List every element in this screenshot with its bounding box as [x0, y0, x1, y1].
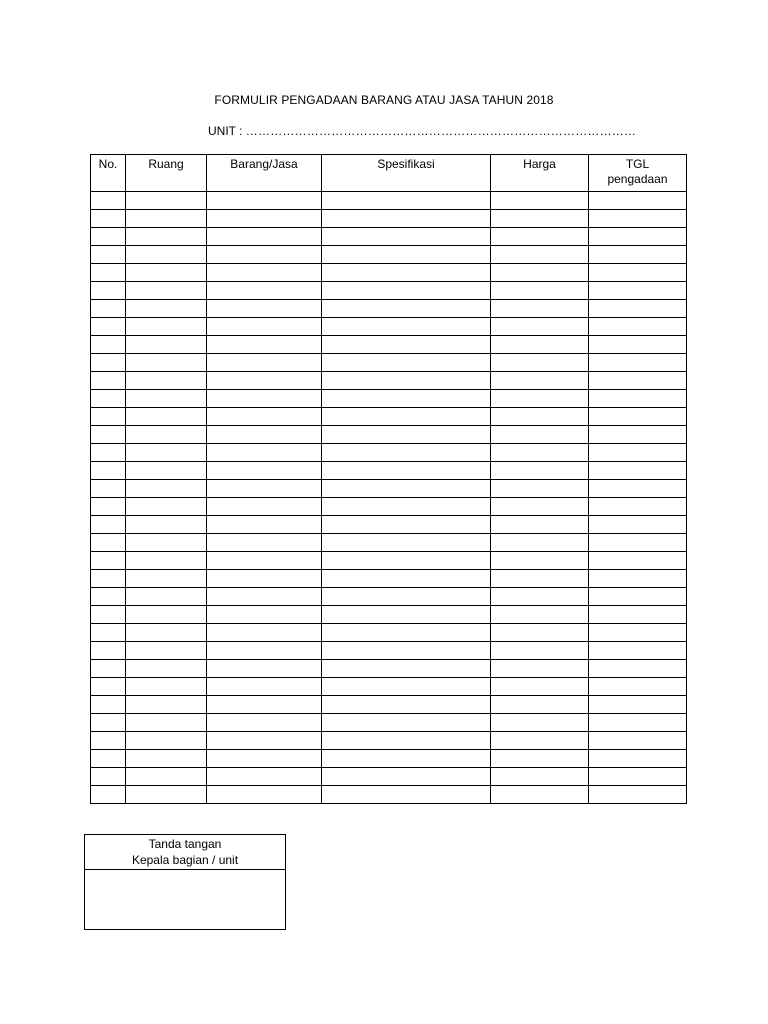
- cell-ruang[interactable]: [126, 678, 207, 696]
- col-header-ruang: Ruang: [126, 155, 207, 192]
- cell-tgl-pengadaan[interactable]: [589, 552, 687, 570]
- cell-spesifikasi[interactable]: [322, 642, 491, 660]
- cell-harga[interactable]: [491, 624, 589, 642]
- cell-harga[interactable]: [491, 552, 589, 570]
- cell-harga[interactable]: [491, 228, 589, 246]
- cell-harga[interactable]: [491, 264, 589, 282]
- cell-barang-jasa[interactable]: [207, 228, 322, 246]
- table-row: [91, 336, 687, 354]
- cell-harga[interactable]: [491, 678, 589, 696]
- cell-ruang[interactable]: [126, 588, 207, 606]
- cell-ruang[interactable]: [126, 300, 207, 318]
- cell-tgl-pengadaan[interactable]: [589, 426, 687, 444]
- cell-tgl-pengadaan[interactable]: [589, 750, 687, 768]
- cell-ruang[interactable]: [126, 732, 207, 750]
- cell-tgl-pengadaan[interactable]: [589, 300, 687, 318]
- table-header-row: [91, 155, 687, 192]
- cell-no[interactable]: [91, 462, 126, 480]
- cell-spesifikasi[interactable]: [322, 336, 491, 354]
- cell-no[interactable]: [91, 624, 126, 642]
- cell-spesifikasi[interactable]: [322, 372, 491, 390]
- cell-barang-jasa[interactable]: [207, 480, 322, 498]
- table-row: [91, 300, 687, 318]
- cell-spesifikasi[interactable]: [322, 696, 491, 714]
- cell-ruang[interactable]: [126, 462, 207, 480]
- cell-spesifikasi[interactable]: [322, 516, 491, 534]
- cell-harga[interactable]: [491, 300, 589, 318]
- cell-ruang[interactable]: [126, 372, 207, 390]
- cell-harga[interactable]: [491, 732, 589, 750]
- cell-barang-jasa[interactable]: [207, 696, 322, 714]
- cell-barang-jasa[interactable]: [207, 606, 322, 624]
- table-row: [91, 732, 687, 750]
- cell-barang-jasa[interactable]: [207, 372, 322, 390]
- cell-barang-jasa[interactable]: [207, 588, 322, 606]
- cell-no[interactable]: [91, 408, 126, 426]
- cell-barang-jasa[interactable]: [207, 678, 322, 696]
- col-header-tgl-pengadaan: [589, 155, 687, 192]
- cell-no[interactable]: [91, 264, 126, 282]
- cell-tgl-pengadaan[interactable]: [589, 372, 687, 390]
- cell-ruang[interactable]: [126, 408, 207, 426]
- cell-barang-jasa[interactable]: [207, 210, 322, 228]
- cell-tgl-pengadaan[interactable]: [589, 570, 687, 588]
- cell-spesifikasi[interactable]: [322, 246, 491, 264]
- cell-harga[interactable]: [491, 714, 589, 732]
- cell-ruang[interactable]: [126, 426, 207, 444]
- cell-harga[interactable]: [491, 408, 589, 426]
- cell-spesifikasi[interactable]: [322, 354, 491, 372]
- cell-no[interactable]: [91, 786, 126, 804]
- cell-spesifikasi[interactable]: [322, 606, 491, 624]
- cell-ruang[interactable]: [126, 336, 207, 354]
- cell-harga[interactable]: [491, 282, 589, 300]
- cell-barang-jasa[interactable]: [207, 570, 322, 588]
- cell-no[interactable]: [91, 372, 126, 390]
- cell-spesifikasi[interactable]: [322, 462, 491, 480]
- cell-tgl-pengadaan[interactable]: [589, 606, 687, 624]
- cell-no[interactable]: [91, 516, 126, 534]
- cell-no[interactable]: [91, 354, 126, 372]
- cell-tgl-pengadaan[interactable]: [589, 354, 687, 372]
- cell-barang-jasa[interactable]: [207, 264, 322, 282]
- cell-barang-jasa[interactable]: [207, 408, 322, 426]
- cell-tgl-pengadaan[interactable]: [589, 264, 687, 282]
- table-row: [91, 246, 687, 264]
- cell-spesifikasi[interactable]: [322, 264, 491, 282]
- cell-no[interactable]: [91, 552, 126, 570]
- cell-ruang[interactable]: [126, 570, 207, 588]
- cell-tgl-pengadaan[interactable]: [589, 246, 687, 264]
- cell-barang-jasa[interactable]: [207, 714, 322, 732]
- cell-ruang[interactable]: [126, 768, 207, 786]
- cell-tgl-pengadaan[interactable]: [589, 588, 687, 606]
- cell-spesifikasi[interactable]: [322, 480, 491, 498]
- cell-no[interactable]: [91, 426, 126, 444]
- cell-barang-jasa[interactable]: [207, 246, 322, 264]
- cell-no[interactable]: [91, 390, 126, 408]
- cell-harga[interactable]: [491, 768, 589, 786]
- cell-tgl-pengadaan[interactable]: [589, 228, 687, 246]
- table-row: [91, 372, 687, 390]
- cell-harga[interactable]: [491, 570, 589, 588]
- cell-barang-jasa[interactable]: [207, 300, 322, 318]
- table-row: [91, 192, 687, 210]
- col-header-tgl-line2: pengadaan: [607, 172, 668, 186]
- cell-tgl-pengadaan[interactable]: [589, 768, 687, 786]
- signature-line1: Tanda tangan: [148, 837, 222, 851]
- table-row: [91, 588, 687, 606]
- cell-barang-jasa[interactable]: [207, 336, 322, 354]
- cell-tgl-pengadaan[interactable]: [589, 318, 687, 336]
- cell-ruang[interactable]: [126, 660, 207, 678]
- signature-line2: Kepala bagian / unit: [131, 853, 239, 867]
- cell-tgl-pengadaan[interactable]: [589, 696, 687, 714]
- cell-no[interactable]: [91, 678, 126, 696]
- table-row: [91, 462, 687, 480]
- unit-label: UNIT :: [208, 124, 243, 138]
- cell-tgl-pengadaan[interactable]: [589, 498, 687, 516]
- cell-tgl-pengadaan[interactable]: [589, 462, 687, 480]
- cell-spesifikasi[interactable]: [322, 768, 491, 786]
- cell-spesifikasi[interactable]: [322, 660, 491, 678]
- cell-ruang[interactable]: [126, 786, 207, 804]
- cell-barang-jasa[interactable]: [207, 516, 322, 534]
- cell-spesifikasi[interactable]: [322, 318, 491, 336]
- cell-harga[interactable]: [491, 318, 589, 336]
- cell-harga[interactable]: [491, 390, 589, 408]
- table-row: [91, 228, 687, 246]
- cell-harga[interactable]: [491, 498, 589, 516]
- cell-tgl-pengadaan[interactable]: [589, 678, 687, 696]
- cell-barang-jasa[interactable]: [207, 354, 322, 372]
- cell-harga[interactable]: [491, 642, 589, 660]
- cell-spesifikasi[interactable]: [322, 282, 491, 300]
- table-row: [91, 660, 687, 678]
- cell-no[interactable]: [91, 534, 126, 552]
- table-row: [91, 786, 687, 804]
- cell-ruang[interactable]: [126, 750, 207, 768]
- cell-spesifikasi[interactable]: [322, 498, 491, 516]
- cell-harga[interactable]: [491, 606, 589, 624]
- table-row: [91, 390, 687, 408]
- cell-harga[interactable]: [491, 786, 589, 804]
- cell-harga[interactable]: [491, 210, 589, 228]
- cell-barang-jasa[interactable]: [207, 786, 322, 804]
- cell-barang-jasa[interactable]: [207, 498, 322, 516]
- cell-harga[interactable]: [491, 354, 589, 372]
- cell-spesifikasi[interactable]: [322, 570, 491, 588]
- cell-harga[interactable]: [491, 336, 589, 354]
- cell-no[interactable]: [91, 714, 126, 732]
- cell-no[interactable]: [91, 336, 126, 354]
- cell-ruang[interactable]: [126, 246, 207, 264]
- table-body: [91, 192, 687, 804]
- cell-tgl-pengadaan[interactable]: [589, 480, 687, 498]
- cell-barang-jasa[interactable]: [207, 426, 322, 444]
- cell-no[interactable]: [91, 660, 126, 678]
- cell-tgl-pengadaan[interactable]: [589, 660, 687, 678]
- cell-spesifikasi[interactable]: [322, 192, 491, 210]
- cell-no[interactable]: [91, 732, 126, 750]
- cell-tgl-pengadaan[interactable]: [589, 210, 687, 228]
- col-header-barang-jasa: Barang/Jasa: [207, 155, 322, 192]
- cell-harga[interactable]: [491, 246, 589, 264]
- cell-no[interactable]: [91, 300, 126, 318]
- cell-spesifikasi[interactable]: [322, 390, 491, 408]
- cell-ruang[interactable]: [126, 624, 207, 642]
- cell-no[interactable]: [91, 498, 126, 516]
- table-row: [91, 480, 687, 498]
- cell-barang-jasa[interactable]: [207, 660, 322, 678]
- cell-tgl-pengadaan[interactable]: [589, 516, 687, 534]
- cell-tgl-pengadaan[interactable]: [589, 336, 687, 354]
- cell-harga[interactable]: [491, 480, 589, 498]
- table-row: [91, 534, 687, 552]
- cell-ruang[interactable]: [126, 318, 207, 336]
- cell-tgl-pengadaan[interactable]: [589, 192, 687, 210]
- cell-no[interactable]: [91, 192, 126, 210]
- cell-no[interactable]: [91, 444, 126, 462]
- cell-no[interactable]: [91, 570, 126, 588]
- table-row: [91, 516, 687, 534]
- cell-harga[interactable]: [491, 696, 589, 714]
- cell-spesifikasi[interactable]: [322, 534, 491, 552]
- cell-barang-jasa[interactable]: [207, 534, 322, 552]
- table-row: [91, 408, 687, 426]
- cell-ruang[interactable]: [126, 642, 207, 660]
- table-row: [91, 624, 687, 642]
- table-row: [91, 642, 687, 660]
- table-row: [91, 498, 687, 516]
- table-row: [91, 678, 687, 696]
- cell-spesifikasi[interactable]: [322, 732, 491, 750]
- cell-ruang[interactable]: [126, 606, 207, 624]
- cell-barang-jasa[interactable]: [207, 768, 322, 786]
- cell-spesifikasi[interactable]: [322, 228, 491, 246]
- cell-barang-jasa[interactable]: [207, 318, 322, 336]
- procurement-table: [90, 154, 687, 804]
- cell-barang-jasa[interactable]: [207, 732, 322, 750]
- cell-barang-jasa[interactable]: [207, 552, 322, 570]
- cell-barang-jasa[interactable]: [207, 624, 322, 642]
- cell-spesifikasi[interactable]: [322, 210, 491, 228]
- cell-ruang[interactable]: [126, 714, 207, 732]
- cell-tgl-pengadaan[interactable]: [589, 282, 687, 300]
- table-row: [91, 318, 687, 336]
- cell-harga[interactable]: [491, 534, 589, 552]
- cell-no[interactable]: [91, 318, 126, 336]
- cell-tgl-pengadaan[interactable]: [589, 732, 687, 750]
- cell-no[interactable]: [91, 606, 126, 624]
- cell-tgl-pengadaan[interactable]: [589, 408, 687, 426]
- cell-no[interactable]: [91, 696, 126, 714]
- cell-no[interactable]: [91, 282, 126, 300]
- cell-tgl-pengadaan[interactable]: [589, 390, 687, 408]
- table-row: [91, 552, 687, 570]
- cell-no[interactable]: [91, 642, 126, 660]
- cell-harga[interactable]: [491, 588, 589, 606]
- cell-ruang[interactable]: [126, 498, 207, 516]
- table-row: [91, 264, 687, 282]
- cell-ruang[interactable]: [126, 192, 207, 210]
- cell-spesifikasi[interactable]: [322, 678, 491, 696]
- cell-tgl-pengadaan[interactable]: [589, 624, 687, 642]
- cell-harga[interactable]: [491, 462, 589, 480]
- unit-line: [208, 124, 636, 138]
- cell-ruang[interactable]: [126, 534, 207, 552]
- col-header-spesifikasi: Spesifikasi: [322, 155, 491, 192]
- table-row: [91, 210, 687, 228]
- cell-harga[interactable]: [491, 660, 589, 678]
- cell-barang-jasa[interactable]: [207, 750, 322, 768]
- cell-ruang[interactable]: [126, 264, 207, 282]
- cell-tgl-pengadaan[interactable]: [589, 444, 687, 462]
- cell-barang-jasa[interactable]: [207, 462, 322, 480]
- table-row: [91, 714, 687, 732]
- cell-barang-jasa[interactable]: [207, 642, 322, 660]
- cell-spesifikasi[interactable]: [322, 552, 491, 570]
- cell-ruang[interactable]: [126, 282, 207, 300]
- cell-no[interactable]: [91, 210, 126, 228]
- cell-no[interactable]: [91, 588, 126, 606]
- cell-tgl-pengadaan[interactable]: [589, 786, 687, 804]
- cell-ruang[interactable]: [126, 354, 207, 372]
- form-title: FORMULIR PENGADAAN BARANG ATAU JASA TAHUN 2018: [214, 93, 554, 107]
- cell-spesifikasi[interactable]: [322, 714, 491, 732]
- cell-spesifikasi[interactable]: [322, 300, 491, 318]
- cell-harga[interactable]: [491, 444, 589, 462]
- table-row: [91, 570, 687, 588]
- table-row: [91, 354, 687, 372]
- signature-header: [85, 835, 285, 870]
- cell-ruang[interactable]: [126, 696, 207, 714]
- cell-ruang[interactable]: [126, 390, 207, 408]
- cell-harga[interactable]: [491, 750, 589, 768]
- cell-no[interactable]: [91, 228, 126, 246]
- cell-spesifikasi[interactable]: [322, 444, 491, 462]
- cell-harga[interactable]: [491, 426, 589, 444]
- cell-spesifikasi[interactable]: [322, 786, 491, 804]
- table-row: [91, 282, 687, 300]
- table-row: [91, 606, 687, 624]
- col-header-no: No.: [91, 155, 126, 192]
- cell-tgl-pengadaan[interactable]: [589, 534, 687, 552]
- cell-harga[interactable]: [491, 372, 589, 390]
- cell-barang-jasa[interactable]: [207, 192, 322, 210]
- cell-spesifikasi[interactable]: [322, 624, 491, 642]
- cell-ruang[interactable]: [126, 480, 207, 498]
- cell-spesifikasi[interactable]: [322, 408, 491, 426]
- cell-no[interactable]: [91, 750, 126, 768]
- cell-barang-jasa[interactable]: [207, 282, 322, 300]
- cell-spesifikasi[interactable]: [322, 750, 491, 768]
- cell-ruang[interactable]: [126, 444, 207, 462]
- cell-ruang[interactable]: [126, 228, 207, 246]
- cell-barang-jasa[interactable]: [207, 444, 322, 462]
- col-header-tgl-line1: TGL: [625, 157, 650, 171]
- table-row: [91, 426, 687, 444]
- cell-tgl-pengadaan[interactable]: [589, 714, 687, 732]
- cell-ruang[interactable]: [126, 552, 207, 570]
- table-row: [91, 768, 687, 786]
- signature-box: [84, 834, 286, 930]
- cell-spesifikasi[interactable]: [322, 426, 491, 444]
- cell-no[interactable]: [91, 246, 126, 264]
- cell-barang-jasa[interactable]: [207, 390, 322, 408]
- unit-dots: ……………………………………………………………………………………: [245, 124, 637, 138]
- cell-spesifikasi[interactable]: [322, 588, 491, 606]
- table-row: [91, 696, 687, 714]
- table-row: [91, 444, 687, 462]
- col-header-harga: Harga: [491, 155, 589, 192]
- cell-no[interactable]: [91, 768, 126, 786]
- cell-ruang[interactable]: [126, 210, 207, 228]
- cell-no[interactable]: [91, 480, 126, 498]
- cell-harga[interactable]: [491, 516, 589, 534]
- table-row: [91, 750, 687, 768]
- signature-area[interactable]: [85, 870, 285, 929]
- cell-harga[interactable]: [491, 192, 589, 210]
- cell-ruang[interactable]: [126, 516, 207, 534]
- cell-tgl-pengadaan[interactable]: [589, 642, 687, 660]
